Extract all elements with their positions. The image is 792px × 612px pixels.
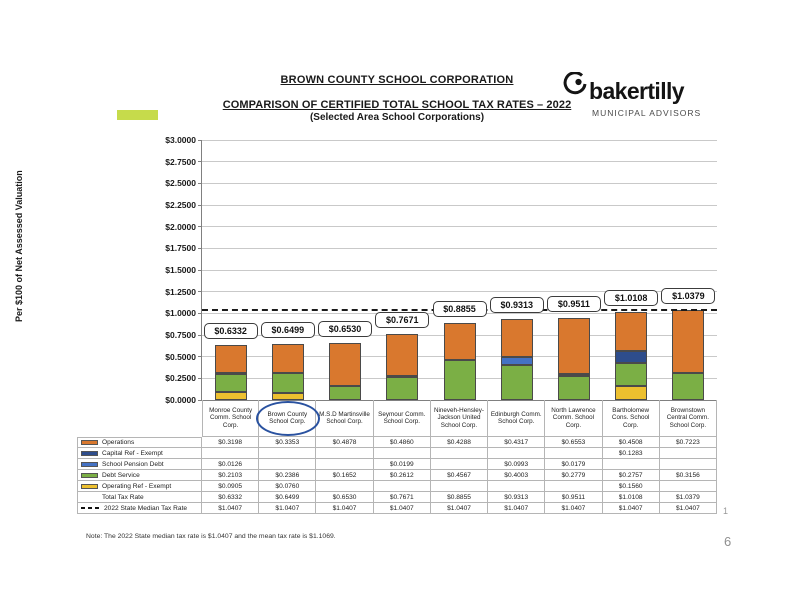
legend-label: Debt Service (102, 471, 140, 479)
y-axis-tick-label: $1.0000 (165, 308, 196, 319)
bar-segment-debt-service (215, 374, 247, 392)
table-value-cell: $1.0379 (660, 492, 717, 503)
table-value-cell: $1.0407 (316, 503, 373, 514)
bar-segment-operations (386, 334, 418, 376)
table-value-cell: $1.0407 (374, 503, 431, 514)
legend-row-2022-state-median-tax-rate (77, 503, 202, 514)
gridline (202, 161, 717, 162)
total-rate-callout: $0.9313 (490, 297, 544, 313)
bar-segment-debt-service (329, 386, 361, 400)
total-rate-callout: $0.6530 (318, 321, 372, 337)
slide-accent-bar (117, 110, 158, 120)
bar-segment-debt-service (672, 373, 704, 400)
table-value-cell: $0.7223 (660, 437, 717, 448)
table-value-cell: $0.8855 (431, 492, 488, 503)
category-label: M.S.D Martinsville School Corp. (316, 400, 373, 437)
bar-segment-operations (329, 343, 361, 385)
table-value-cell: $1.0407 (259, 503, 316, 514)
table-value-cell: $0.4878 (316, 437, 373, 448)
y-axis-tick-label: $0.0000 (165, 395, 196, 405)
table-value-cell: $0.9313 (488, 492, 545, 503)
bar-segment-operations (444, 323, 476, 360)
table-value-cell: $0.2757 (603, 470, 660, 481)
table-value-cell: $1.0407 (488, 503, 545, 514)
table-value-cell: $0.6499 (259, 492, 316, 503)
y-axis-line (201, 140, 202, 400)
table-value-cell (431, 481, 488, 492)
table-value-cell: $0.4288 (431, 437, 488, 448)
bar-segment-operating-ref-exempt (272, 393, 304, 400)
table-value-cell: $0.6530 (316, 492, 373, 503)
median-dash-swatch (81, 507, 101, 509)
table-value-cell (660, 481, 717, 492)
bakertilly-logo-icon (563, 72, 587, 101)
legend-row-debt-service (77, 470, 202, 481)
gridline (202, 226, 717, 227)
table-value-cell: $0.1652 (316, 470, 373, 481)
bakertilly-logo (560, 70, 720, 122)
y-axis-tick-label: $1.2500 (165, 286, 196, 297)
table-value-cell: $0.0179 (545, 459, 602, 470)
gridline (202, 140, 717, 141)
category-label: Monroe County Comm. School Corp. (202, 400, 259, 437)
table-value-cell: $0.4567 (431, 470, 488, 481)
swatch-placeholder (81, 495, 98, 500)
table-value-cell: $0.1283 (603, 448, 660, 459)
table-value-cell: $0.4317 (488, 437, 545, 448)
y-axis-tick-label: $0.5000 (165, 351, 196, 362)
series-color-swatch (81, 462, 98, 467)
footnote-marker: 1 (723, 506, 729, 516)
table-value-cell: $0.0199 (374, 459, 431, 470)
logo-wordmark: bakertilly (589, 78, 684, 104)
chart-title: COMPARISON OF CERTIFIED TOTAL SCHOOL TAX RATES – 2022 (222, 99, 572, 111)
table-value-cell (316, 481, 373, 492)
table-value-cell: $1.0407 (545, 503, 602, 514)
bar-segment-operations (272, 344, 304, 373)
bar-segment-debt-service (444, 360, 476, 400)
gridline (202, 248, 717, 249)
table-value-cell (603, 459, 660, 470)
table-value-cell (431, 448, 488, 459)
gridline (202, 183, 717, 184)
table-value-cell: $0.4508 (603, 437, 660, 448)
total-rate-callout: $0.8855 (433, 301, 487, 317)
table-value-cell (316, 459, 373, 470)
table-value-cell: $0.1560 (603, 481, 660, 492)
total-rate-callout: $1.0379 (661, 288, 715, 304)
footnote-text: Note: The 2022 State median tax rate is $1.0407 and the mean tax rate is $1.1069. (86, 533, 336, 540)
y-axis-tick-label: $0.7500 (165, 330, 196, 340)
bar-segment-school-pension-debt (501, 357, 533, 366)
table-value-cell: $0.4860 (374, 437, 431, 448)
legend-label: Total Tax Rate (102, 493, 144, 501)
total-rate-callout: $0.6332 (204, 323, 258, 339)
page-title: BROWN COUNTY SCHOOL CORPORATION (280, 74, 514, 86)
legend-row-operations (77, 437, 202, 448)
table-value-cell: $0.3198 (202, 437, 259, 448)
table-value-cell: $0.3156 (660, 470, 717, 481)
table-value-cell (660, 448, 717, 459)
bar-segment-school-pension-debt (215, 373, 247, 375)
gridline (202, 205, 717, 206)
total-rate-callout: $1.0108 (604, 290, 658, 306)
table-value-cell: $1.0108 (603, 492, 660, 503)
bar-segment-capital-ref-exempt (615, 351, 647, 362)
table-value-cell: $1.0407 (603, 503, 660, 514)
y-axis-tick-label: $2.5000 (165, 178, 196, 189)
series-color-swatch (81, 473, 98, 478)
y-axis-tick-label: $2.7500 (165, 156, 196, 167)
table-value-cell: $1.0407 (202, 503, 259, 514)
table-value-cell: $1.0407 (431, 503, 488, 514)
table-value-cell: $0.2386 (259, 470, 316, 481)
category-label: Seymour Comm. School Corp. (374, 400, 431, 437)
table-value-cell: $0.2612 (374, 470, 431, 481)
legend-label: Capital Ref - Exempt (102, 449, 163, 457)
table-value-cell (545, 481, 602, 492)
bar-segment-operations (615, 312, 647, 351)
legend-row-school-pension-debt (77, 459, 202, 470)
series-color-swatch (81, 440, 98, 445)
y-axis-tick-label: $2.0000 (165, 221, 196, 232)
y-axis-tick-label: $1.7500 (165, 243, 196, 254)
total-rate-callout: $0.6499 (261, 322, 315, 338)
table-value-cell: $0.2103 (202, 470, 259, 481)
table-value-cell: $0.4003 (488, 470, 545, 481)
table-value-cell: $1.0407 (660, 503, 717, 514)
table-value-cell: $0.0905 (202, 481, 259, 492)
legend-label: School Pension Debt (102, 460, 164, 468)
header-block (197, 74, 597, 123)
legend-row-operating-ref-exempt (77, 481, 202, 492)
table-value-cell: $0.0993 (488, 459, 545, 470)
bar-segment-debt-service (501, 365, 533, 400)
table-value-cell: $0.9511 (545, 492, 602, 503)
category-label: Edinburgh Comm. School Corp. (488, 400, 545, 437)
category-label: North Lawrence Comm. School Corp. (545, 400, 602, 437)
bar-segment-school-pension-debt (386, 376, 418, 378)
y-axis-tick-label: $0.2500 (165, 373, 196, 384)
table-value-cell (431, 459, 488, 470)
table-value-cell: $0.2779 (545, 470, 602, 481)
y-axis-title: Per $100 of Net Assessed Valuation (14, 170, 24, 322)
legend-row-total-tax-rate (77, 492, 202, 503)
table-value-cell (660, 459, 717, 470)
table-value-cell (374, 448, 431, 459)
total-rate-callout: $0.9511 (547, 296, 601, 312)
category-label: Bartholomew Cons. School Corp. (603, 400, 660, 437)
category-label: Brown County School Corp. (259, 400, 316, 437)
logo-tagline: MUNICIPAL ADVISORS (592, 108, 702, 118)
table-value-cell (374, 481, 431, 492)
bar-segment-debt-service (386, 377, 418, 400)
bar-segment-operations (672, 310, 704, 373)
table-value-cell: $0.3353 (259, 437, 316, 448)
bar-segment-operations (215, 345, 247, 373)
table-value-cell (316, 448, 373, 459)
series-color-swatch (81, 484, 98, 489)
table-value-cell: $0.0760 (259, 481, 316, 492)
bar-segment-debt-service (272, 373, 304, 394)
y-axis-tick-label: $3.0000 (165, 135, 196, 145)
chart-subtitle: (Selected Area School Corporations) (309, 112, 485, 123)
table-value-cell: $0.6332 (202, 492, 259, 503)
y-axis-tick-label: $2.2500 (165, 200, 196, 210)
series-color-swatch (81, 451, 98, 456)
table-value-cell (488, 481, 545, 492)
bar-segment-debt-service (615, 363, 647, 387)
legend-row-capital-ref-exempt (77, 448, 202, 459)
table-value-cell: $0.6553 (545, 437, 602, 448)
bar-segment-debt-service (558, 376, 590, 400)
category-label: Nineveh-Hensley-Jackson United School Corp. (431, 400, 488, 437)
table-value-cell (488, 448, 545, 459)
legend-label: 2022 State Median Tax Rate (104, 504, 188, 512)
bar-segment-school-pension-debt (558, 374, 590, 376)
legend-label: Operating Ref - Exempt (102, 482, 172, 490)
legend-label: Operations (102, 439, 135, 446)
page-number: 6 (724, 534, 732, 549)
table-value-cell: $0.7671 (374, 492, 431, 503)
bar-segment-operating-ref-exempt (215, 392, 247, 400)
table-value-cell (259, 459, 316, 470)
table-value-cell (545, 448, 602, 459)
gridline (202, 270, 717, 271)
category-label: Brownstown Central Comm. School Corp. (660, 400, 717, 437)
highlight-ellipse (256, 401, 320, 436)
y-axis-tick-label: $1.5000 (165, 265, 196, 275)
bar-segment-operations (558, 318, 590, 375)
bar-segment-operating-ref-exempt (615, 386, 647, 400)
table-value-cell (259, 448, 316, 459)
table-value-cell (202, 448, 259, 459)
bar-segment-operations (501, 319, 533, 356)
total-rate-callout: $0.7671 (375, 312, 429, 328)
table-value-cell: $0.0126 (202, 459, 259, 470)
